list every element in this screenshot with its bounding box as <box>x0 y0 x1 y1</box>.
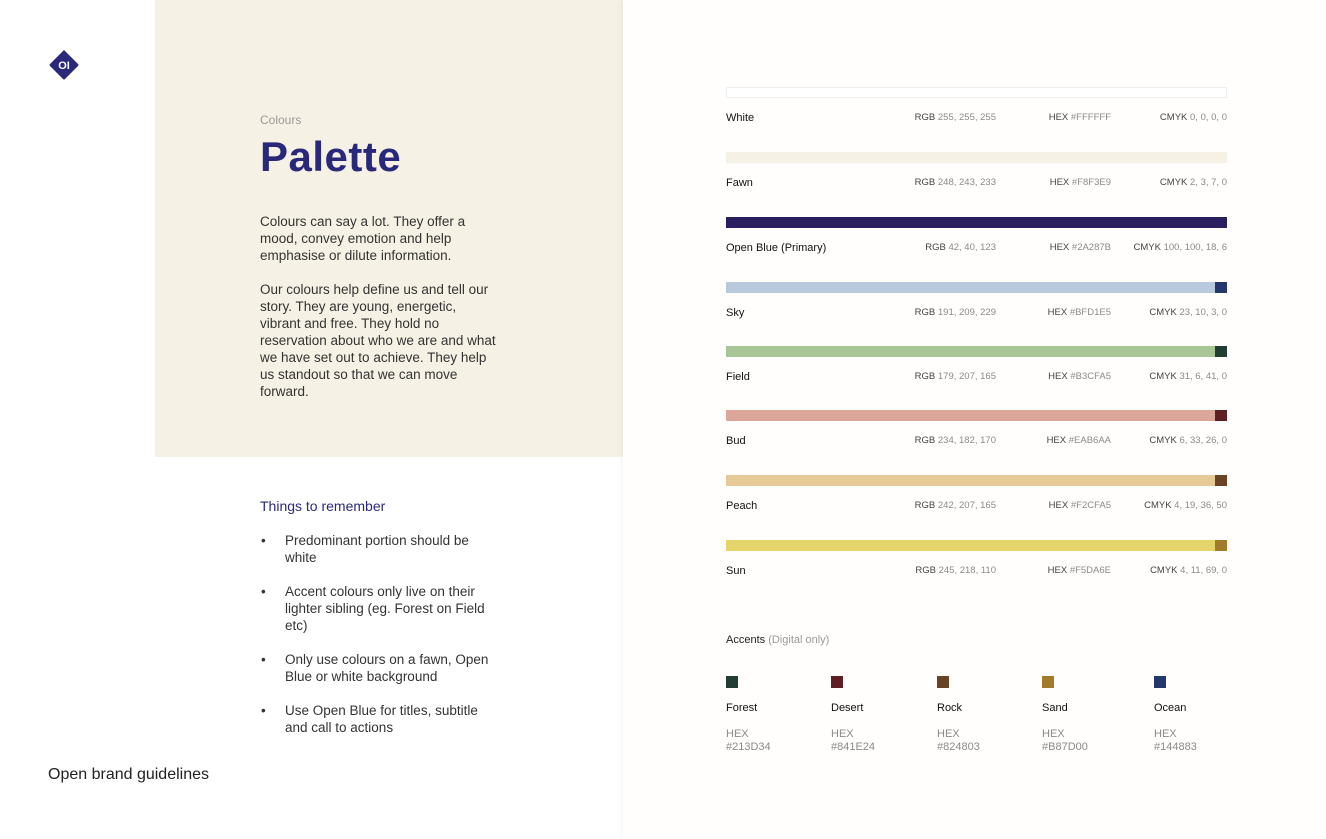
swatch-name: Open Blue (Primary) <box>726 242 827 254</box>
accent-hex-value: #144883 <box>1154 741 1197 753</box>
swatch-hex: HEX #F2CFA5 <box>1048 500 1111 511</box>
color-swatch-bar <box>726 475 1227 486</box>
accent-name: Forest <box>726 702 758 714</box>
swatch-rgb: RGB 255, 255, 255 <box>914 112 996 123</box>
accents-title <box>726 634 829 646</box>
swatch-row <box>726 87 1227 142</box>
accent-hex-value: #824803 <box>937 741 980 753</box>
swatch-rgb: RGB 242, 207, 165 <box>914 500 996 511</box>
swatch-row <box>726 152 1227 207</box>
swatch-row <box>726 475 1227 530</box>
accent-item <box>937 676 1037 753</box>
swatch-cmyk: CMYK 4, 11, 69, 0 <box>1150 565 1227 576</box>
swatch-rgb: RGB 234, 182, 170 <box>914 435 996 446</box>
accent-item <box>1154 676 1254 753</box>
intro-text <box>260 213 500 417</box>
accents-note: (Digital only) <box>768 634 830 646</box>
swatch-rgb: RGB 42, 40, 123 <box>925 242 996 253</box>
swatch-cmyk: CMYK 2, 3, 7, 0 <box>1159 177 1227 188</box>
accent-hex-value: #B87D00 <box>1042 741 1088 753</box>
accent-item <box>726 676 826 753</box>
accent-item <box>831 676 931 753</box>
list-item: • Predominant portion should be white <box>260 532 500 566</box>
color-swatch-bar <box>726 87 1227 98</box>
list-item: • Use Open Blue for titles, subtitle and call to actions <box>260 702 500 736</box>
swatch-cmyk: CMYK 0, 0, 0, 0 <box>1159 112 1227 123</box>
color-swatch-bar <box>726 217 1227 228</box>
accents-label: Accents <box>726 634 766 646</box>
swatch-rgb: RGB 179, 207, 165 <box>914 371 996 382</box>
swatch-rgb: RGB 245, 218, 110 <box>915 565 996 576</box>
swatch-hex: HEX #F5DA6E <box>1047 565 1111 576</box>
swatch-hex: HEX #F8F3E9 <box>1049 177 1111 188</box>
swatch-name: Peach <box>726 500 758 512</box>
accent-hex-label: HEX <box>726 728 749 740</box>
swatch-cmyk: CMYK 4, 19, 36, 50 <box>1144 500 1227 511</box>
swatch-hex: HEX #EAB6AA <box>1046 435 1111 446</box>
accent-swatch <box>1215 410 1227 421</box>
accent-swatch <box>1215 346 1227 357</box>
swatch-hex: HEX #FFFFFF <box>1048 112 1111 123</box>
accent-hex-label: HEX <box>937 728 960 740</box>
swatch-name: Field <box>726 371 750 383</box>
remember-list <box>260 532 500 753</box>
swatch-row <box>726 282 1227 337</box>
swatch-hex: HEX #BFD1E5 <box>1047 307 1111 318</box>
swatch-row <box>726 540 1227 595</box>
svg-text:OI: OI <box>58 60 70 72</box>
accent-hex-label: HEX <box>1042 728 1065 740</box>
footer-title: Open brand guidelines <box>48 766 210 783</box>
swatch-cmyk: CMYK 6, 33, 26, 0 <box>1149 435 1227 446</box>
accent-item <box>1042 676 1142 753</box>
list-item: • Accent colours only live on their lighter sibling (eg. Forest on Field etc) <box>260 583 500 634</box>
swatch-name: Bud <box>726 435 746 447</box>
swatch-row <box>726 346 1227 401</box>
accent-name: Ocean <box>1154 702 1187 714</box>
intro-paragraph: Colours can say a lot. They offer a mood, convey emotion and help emphasise or dilute information. <box>260 214 466 263</box>
swatch-hex: HEX #B3CFA5 <box>1048 371 1111 382</box>
section-label: Colours <box>260 113 302 127</box>
swatch-name: White <box>726 112 755 124</box>
accent-hex-value: #213D34 <box>726 741 771 753</box>
accent-swatch <box>1215 475 1227 486</box>
swatch-cmyk: CMYK 100, 100, 18, 6 <box>1133 242 1227 253</box>
list-item: • Only use colours on a fawn, Open Blue or white background <box>260 651 500 685</box>
accent-name: Desert <box>831 702 864 714</box>
swatch-name: Fawn <box>726 177 753 189</box>
accent-color-square <box>1154 676 1166 688</box>
color-swatch-bar <box>726 152 1227 163</box>
color-swatch-bar <box>726 346 1227 357</box>
accent-color-square <box>1042 676 1054 688</box>
accent-swatch <box>1215 540 1227 551</box>
color-swatch-bar <box>726 540 1227 551</box>
accent-swatch <box>1215 282 1227 293</box>
brand-logo[interactable] <box>48 49 80 81</box>
remember-title: Things to remember <box>260 498 386 514</box>
swatch-hex: HEX #2A287B <box>1049 242 1111 253</box>
color-swatch-bar <box>726 282 1227 293</box>
swatch-name: Sky <box>726 307 745 319</box>
intro-paragraph: Our colours help define us and tell our story. They are young, energetic, vibrant and free. They hold no reservation about who we are and what we have set out to achieve. They help us standout so that we can move forward. <box>260 282 496 399</box>
swatch-name: Sun <box>726 565 746 577</box>
swatch-row <box>726 217 1227 272</box>
swatch-rgb: RGB 248, 243, 233 <box>914 177 996 188</box>
accent-hex-label: HEX <box>1154 728 1177 740</box>
accent-color-square <box>937 676 949 688</box>
swatch-cmyk: CMYK 31, 6, 41, 0 <box>1149 371 1227 382</box>
logo-icon <box>48 49 80 81</box>
accent-hex-value: #841E24 <box>831 741 876 753</box>
color-swatch-bar <box>726 410 1227 421</box>
accent-color-square <box>726 676 738 688</box>
accent-name: Sand <box>1042 702 1068 714</box>
accent-hex-label: HEX <box>831 728 854 740</box>
accent-name: Rock <box>937 702 963 714</box>
swatch-rgb: RGB 191, 209, 229 <box>914 307 996 318</box>
page-title: Palette <box>260 133 402 180</box>
swatch-row <box>726 410 1227 465</box>
swatch-cmyk: CMYK 23, 10, 3, 0 <box>1149 307 1227 318</box>
accent-color-square <box>831 676 843 688</box>
